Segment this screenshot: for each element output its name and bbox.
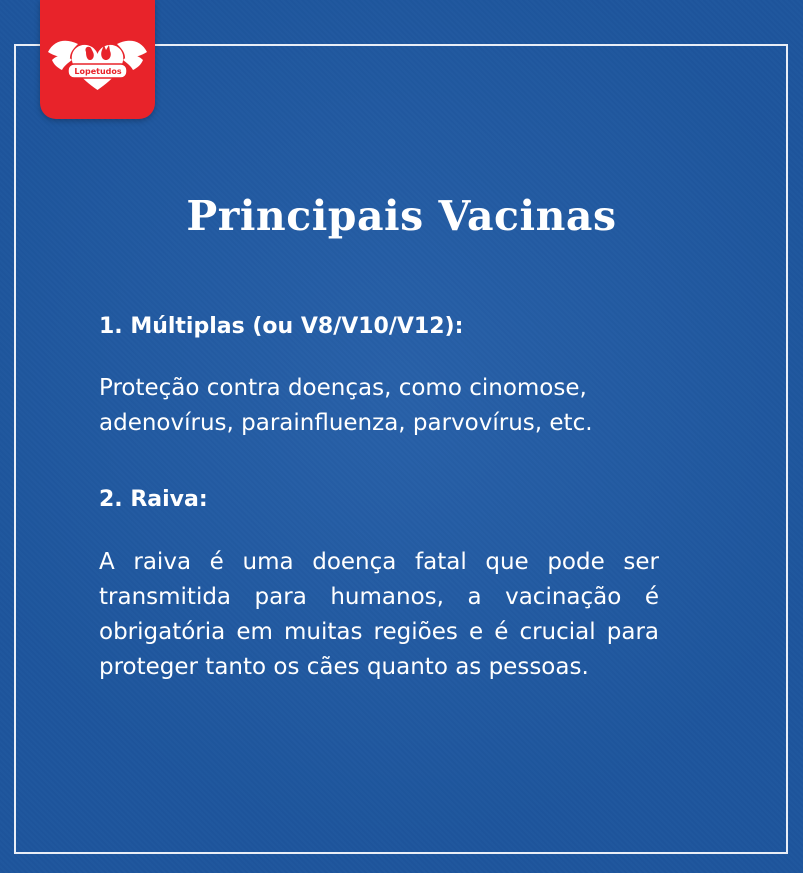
content-frame [14,44,788,854]
section-heading-multiplas: 1. Múltiplas (ou V8/V10/V12): [99,314,464,339]
winged-heart-logo-icon [40,0,155,119]
brand-logo-text: Lopetudos [74,67,122,76]
section-text-multiplas: Proteção contra doenças, como cinomose, adenovírus, parainfluenza, parvovírus, etc. [99,375,593,436]
section-heading-raiva: 2. Raiva: [99,487,208,512]
section-text-raiva: A raiva é uma doença fatal que pode ser transmitida para humanos, a vacinação é obrigatória em muitas regiões e é crucial para proteger tanto os cães quanto as pessoas. [99,549,659,680]
brand-logo [40,0,155,119]
page-title: Principais Vacinas [186,192,617,240]
